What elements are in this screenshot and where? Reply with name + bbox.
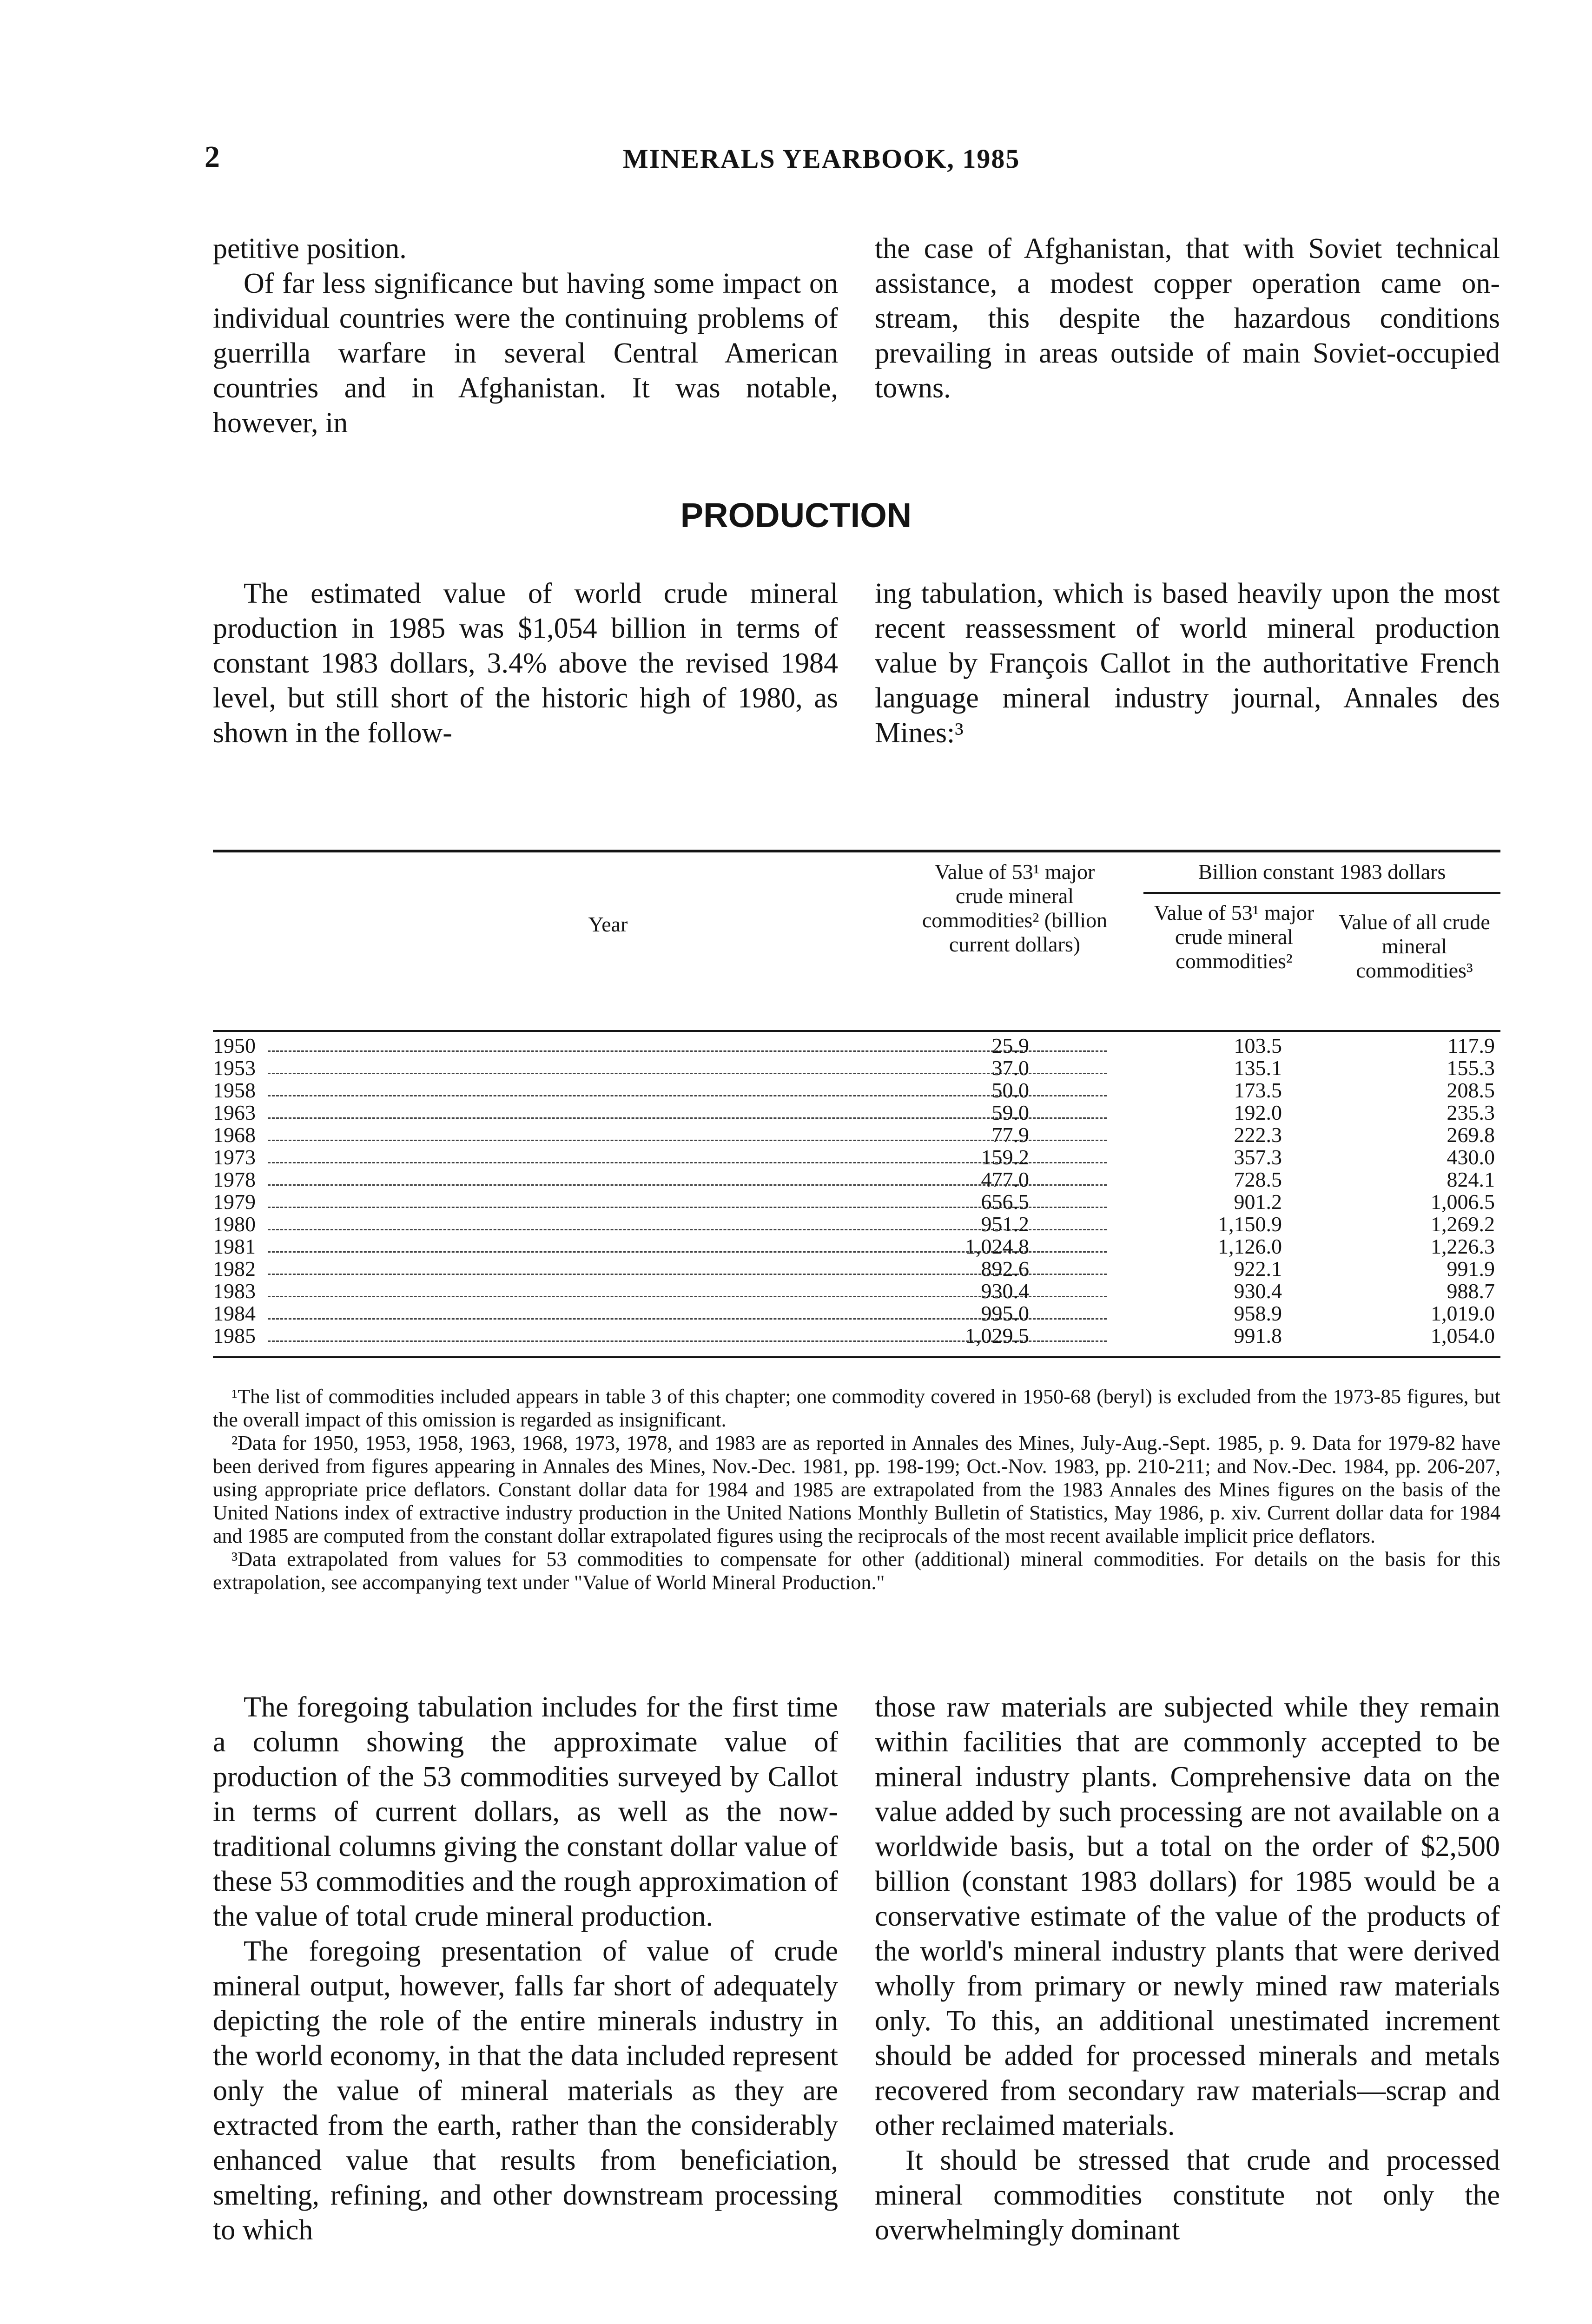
table-cell-current-value: 25.9: [991, 1034, 1029, 1057]
body-column-left: [213, 1690, 838, 2248]
table-row: [213, 1124, 1500, 1146]
constant-all-header: Value of all crude mineral commodities³: [1339, 910, 1490, 982]
table-cell-year: 1953: [213, 1056, 256, 1080]
table-cell-current-value: 50.0: [991, 1078, 1029, 1102]
table-row: [213, 1035, 1500, 1057]
table-cell-constant-53-value: 958.9: [1234, 1301, 1282, 1325]
body-paragraph: those raw materials are subjected while they remain within facilities that are commonly accepted to be mineral industry plants. Comprehensive data on the value added by such processing are not available on a worldwide basis, but a total on the order of $2,500 billion (constant 1983 dollars) for 1985 would be a conservative estimate of the value of the products of the world's mineral industry plants that were derived wholly from primary or newly mined raw materials only. To this, an additional unestimated increment should be added for processed minerals and metals recovered from secondary raw materials—scrap and other reclaimed materials.: [875, 1691, 1500, 2141]
table-cell-constant-53-value: 991.8: [1234, 1324, 1282, 1347]
table-cell-constant-all-value: 991.9: [1447, 1257, 1495, 1281]
table-cell-constant-all-value: 208.5: [1447, 1078, 1495, 1102]
table-cell-year: 1963: [213, 1101, 256, 1124]
table-cell-constant-all-value: 1,006.5: [1431, 1190, 1495, 1214]
constant-53-header: Value of 53¹ major crude mineral commodities²: [1154, 901, 1315, 973]
table-cell-constant-53-value: 173.5: [1234, 1078, 1282, 1102]
table-cell-constant-53-value: 192.0: [1234, 1101, 1282, 1124]
table-cell-year: 1979: [213, 1190, 256, 1214]
table-cell-constant-all-value: 1,226.3: [1431, 1235, 1495, 1258]
table-row: [213, 1146, 1500, 1169]
constant-dollars-span-header: Billion constant 1983 dollars: [1198, 860, 1446, 884]
body-paragraph: It should be stressed that crude and processed mineral commodities constitute not only the overwhelmingly dominant: [875, 2145, 1500, 2246]
table-cell-year: 1980: [213, 1212, 256, 1236]
table-cell-year: 1984: [213, 1301, 256, 1325]
body-column-right: [875, 1690, 1500, 2248]
table-cell-current-value: 1,024.8: [965, 1235, 1029, 1258]
table-cell-constant-all-value: 824.1: [1447, 1168, 1495, 1191]
table-cell-constant-53-value: 1,126.0: [1218, 1235, 1282, 1258]
table-cell-current-value: 59.0: [991, 1101, 1029, 1124]
production-paragraph: The estimated value of world crude mineral production in 1985 was $1,054 billion in terms of constant 1983 dollars, 3.4% above the revised 1984 level, but still short of the historic high of 1980, as shown in the follow-: [213, 578, 838, 749]
table-cell-current-value: 477.0: [981, 1168, 1029, 1191]
table-cell-year: 1978: [213, 1168, 256, 1191]
table-cell-current-value: 77.9: [991, 1123, 1029, 1147]
section-title: PRODUCTION: [680, 496, 912, 535]
table-cell-constant-53-value: 103.5: [1234, 1034, 1282, 1057]
table-cell-constant-53-value: 135.1: [1234, 1056, 1282, 1080]
table-header-rule: [213, 1030, 1500, 1032]
dot-leader: [268, 1117, 1107, 1119]
table-cell-constant-all-value: 988.7: [1447, 1279, 1495, 1303]
footnote: ³Data extrapolated from values for 53 commodities to compensate for other (additional) mineral commodities. For details on the basis for this extrapolation, see accompanying text under "Value of World Mineral Production.": [213, 1548, 1500, 1594]
table-cell-constant-all-value: 430.0: [1447, 1145, 1495, 1169]
year-header: Year: [588, 912, 628, 936]
page-number: 2: [205, 140, 220, 174]
table-cell-constant-53-value: 930.4: [1234, 1279, 1282, 1303]
footnote: ¹The list of commodities included appears in table 3 of this chapter; one commodity covered in 1950-68 (beryl) is excluded from the 1973-85 figures, but the overall impact of this omission is regarded as insignificant.: [213, 1385, 1500, 1431]
table-cell-constant-53-value: 901.2: [1234, 1190, 1282, 1214]
table-cell-year: 1983: [213, 1279, 256, 1303]
table-row: [213, 1280, 1500, 1302]
table-cell-constant-all-value: 1,054.0: [1431, 1324, 1495, 1347]
table-cell-constant-53-value: 357.3: [1234, 1145, 1282, 1169]
dot-leader: [268, 1095, 1107, 1096]
table-cell-year: 1958: [213, 1078, 256, 1102]
table-cell-year: 1973: [213, 1145, 256, 1169]
table-cell-constant-53-value: 222.3: [1234, 1123, 1282, 1147]
table-cell-constant-all-value: 155.3: [1447, 1056, 1495, 1080]
table-cell-current-value: 37.0: [991, 1056, 1029, 1080]
intro-column-right: [875, 231, 1500, 406]
table-cell-constant-all-value: 117.9: [1447, 1034, 1495, 1057]
table-cell-year: 1968: [213, 1123, 256, 1147]
table-cell-current-value: 159.2: [981, 1145, 1029, 1169]
table-cell-constant-all-value: 235.3: [1447, 1101, 1495, 1124]
body-paragraph: The foregoing presentation of value of crude mineral output, however, falls far short of adequately depicting the role of the entire minerals industry in the world economy, in that the data included represent only the value of mineral materials as they are extracted from the earth, rather than the considerably enhanced value that results from beneficiation, smelting, refining, and other downstream processing to which: [213, 1935, 838, 2246]
table-cell-year: 1982: [213, 1257, 256, 1281]
table-cell-constant-all-value: 269.8: [1447, 1123, 1495, 1147]
table-cell-current-value: 1,029.5: [965, 1324, 1029, 1347]
table-row: [213, 1258, 1500, 1280]
table-cell-current-value: 656.5: [981, 1190, 1029, 1214]
intro-paragraph: the case of Afghanistan, that with Soviet technical assistance, a modest copper operation came on-stream, this despite the hazardous conditions prevailing in areas outside of main Soviet-occupied towns.: [875, 233, 1500, 404]
table-row: [213, 1302, 1500, 1325]
dot-leader: [268, 1073, 1107, 1074]
table-row: [213, 1235, 1500, 1258]
table-cell-year: 1981: [213, 1235, 256, 1258]
table-cell-current-value: 995.0: [981, 1301, 1029, 1325]
table-row: [213, 1325, 1500, 1347]
table-cell-constant-all-value: 1,019.0: [1431, 1301, 1495, 1325]
table-row: [213, 1102, 1500, 1124]
footnote: ²Data for 1950, 1953, 1958, 1963, 1968, 1973, 1978, and 1983 are as reported in Annales des Mines, July-Aug.-Sept. 1985, p. 9. Data for 1979-82 have been derived from figures appearing in Annales des Mines, Nov.-Dec. 1981, pp. 198-199; Oct.-Nov. 1983, pp. 210-211; and Nov.-Dec. 1984, pp. 206-207, using appropriate price deflators. Constant dollar data for 1984 and 1985 are extrapolated from the 1983 Annales des Mines figures on the basis of the United Nations index of extractive industry production in the United Nations Monthly Bulletin of Statistics, May 1986, p. xiv. Current dollar data for 1984 and 1985 are computed from the constant dollar extrapolated figures using the reciprocals of the most recent available implicit price deflators.: [213, 1432, 1500, 1547]
production-column-right: [875, 576, 1500, 751]
production-paragraph: ing tabulation, which is based heavily upon the most recent reassessment of world mineral production value by François Callot in the authoritative French language mineral industry journal, Annales des Mines:³: [875, 578, 1500, 749]
table-cell-constant-53-value: 922.1: [1234, 1257, 1282, 1281]
table-row: [213, 1213, 1500, 1235]
table-cell-current-value: 951.2: [981, 1212, 1029, 1236]
running-title: MINERALS YEARBOOK, 1985: [623, 144, 1020, 174]
dot-leader: [268, 1050, 1107, 1052]
intro-paragraph: Of far less significance but having some impact on individual countries were the continuing problems of guerrilla warfare in several Central American countries and in Afghanistan. It was notable, however, in: [213, 268, 838, 439]
table-cell-constant-53-value: 1,150.9: [1218, 1212, 1282, 1236]
table-span-rule: [1143, 892, 1500, 894]
table-row: [213, 1057, 1500, 1079]
table-cell-constant-53-value: 728.5: [1234, 1168, 1282, 1191]
production-column-left: [213, 576, 838, 751]
table-bottom-rule: [213, 1356, 1500, 1358]
intro-paragraph: petitive position.: [213, 233, 407, 264]
table-row: [213, 1079, 1500, 1102]
table-cell-year: 1950: [213, 1034, 256, 1057]
current-dollars-header: Value of 53¹ major crude mineral commodities² (billion current dollars): [922, 860, 1108, 956]
intro-column-left: [213, 231, 838, 441]
dot-leader: [268, 1140, 1107, 1141]
table-cell-current-value: 892.6: [981, 1257, 1029, 1281]
table-footnotes: [213, 1385, 1500, 1594]
table-row: [213, 1169, 1500, 1191]
table-cell-year: 1985: [213, 1324, 256, 1347]
table-top-rule: [213, 850, 1500, 852]
body-paragraph: The foregoing tabulation includes for the first time a column showing the approximate value of production of the 53 commodities surveyed by Callot in terms of current dollars, as well as the now-traditional columns giving the constant dollar value of these 53 commodities and the rough approximation of the value of total crude mineral production.: [213, 1691, 838, 1932]
table-cell-current-value: 930.4: [981, 1279, 1029, 1303]
table-row: [213, 1191, 1500, 1213]
table-cell-constant-all-value: 1,269.2: [1431, 1212, 1495, 1236]
